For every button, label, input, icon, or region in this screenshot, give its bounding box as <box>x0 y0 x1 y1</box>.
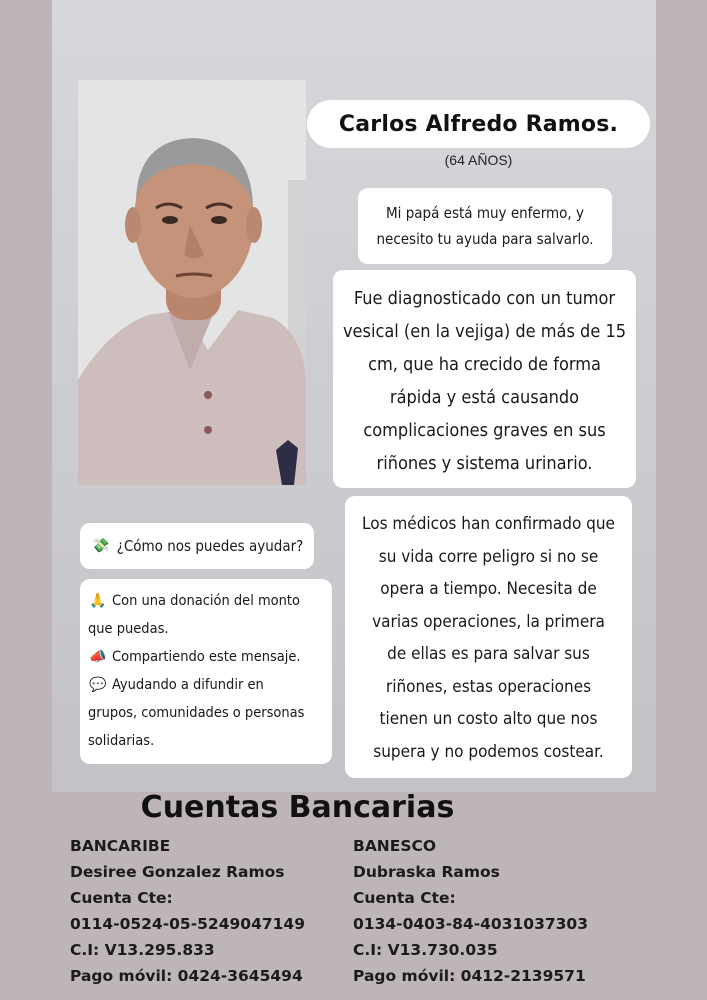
text-line: cm, que ha crecido de forma <box>368 354 601 375</box>
speech-bubble-icon: 💬 <box>89 677 107 693</box>
text-line: su vida corre peligro si no se <box>378 546 599 567</box>
bank-name: BANCARIBE <box>70 837 171 855</box>
text-line: rápida y está causando <box>389 387 580 408</box>
text-line: necesito tu ayuda para salvarlo. <box>376 230 594 248</box>
mobile-payment: Pago móvil: 0424-3645494 <box>70 967 303 985</box>
doctors-bubble <box>345 496 632 778</box>
text-line: vesical (en la vejiga) de más de 15 <box>342 321 627 342</box>
bank-account-bancaribe <box>70 833 305 989</box>
bank-name: BANESCO <box>353 837 437 855</box>
megaphone-icon: 📣 <box>89 649 107 665</box>
money-icon: 💸 <box>91 538 110 554</box>
help-item-text: grupos, comunidades o personas <box>88 705 305 721</box>
text-line: tienen un costo alto que nos <box>379 709 598 729</box>
account-label: Cuenta Cte: <box>70 889 173 907</box>
account-number: 0134-0403-84-4031037303 <box>353 915 588 933</box>
text-line: complicaciones graves en sus <box>363 420 606 441</box>
diagnosis-bubble <box>333 270 636 488</box>
text-line: riñones y sistema urinario. <box>376 453 593 474</box>
portrait-photo <box>78 80 306 485</box>
text-line: Fue diagnosticado con un tumor <box>353 288 616 309</box>
help-item-text: que puedas. <box>88 621 169 637</box>
help-list-bubble <box>80 579 332 764</box>
patient-name: Carlos Alfredo Ramos. <box>307 100 650 148</box>
help-item-spread-cont2 <box>88 727 332 755</box>
text-line: varias operaciones, la primera <box>372 611 605 632</box>
help-item-text: solidarias. <box>88 733 155 749</box>
help-question-bubble <box>80 523 314 569</box>
help-item-share <box>88 643 332 671</box>
help-question: ¿Cómo nos puedes ayudar? <box>116 537 304 555</box>
mobile-payment: Pago móvil: 0412-2139571 <box>353 967 586 985</box>
help-item-text: Ayudando a difundir en <box>112 677 264 693</box>
text-line: Los médicos han confirmado que <box>362 514 615 534</box>
help-item-spread <box>88 671 332 699</box>
help-item-text: Con una donación del monto <box>112 593 301 609</box>
text-line: opera a tiempo. Necesita de <box>380 579 597 599</box>
account-holder: Desiree Gonzalez Ramos <box>70 863 285 881</box>
man-portrait-image <box>78 80 306 485</box>
text-line: de ellas es para salvar sus <box>387 644 590 664</box>
pray-icon: 🙏 <box>89 593 107 609</box>
help-item-text: Compartiendo este mensaje. <box>112 649 301 665</box>
text-line: supera y no podemos costear. <box>373 741 604 762</box>
account-label: Cuenta Cte: <box>353 889 456 907</box>
account-number: 0114-0524-05-5249047149 <box>70 915 305 933</box>
patient-age: (64 AÑOS) <box>444 152 513 168</box>
accounts-title: Cuentas Bancarias <box>140 790 455 825</box>
bank-account-banesco <box>353 833 588 989</box>
help-item-donation <box>88 587 332 615</box>
help-item-spread-cont <box>88 699 332 727</box>
text-line: Mi papá está muy enfermo, y <box>386 204 584 222</box>
intro-bubble <box>358 188 612 264</box>
text-line: riñones, estas operaciones <box>385 676 592 697</box>
id-number: C.I: V13.730.035 <box>353 941 498 959</box>
help-item-donation-cont <box>88 615 332 643</box>
account-holder: Dubraska Ramos <box>353 863 500 881</box>
id-number: C.I: V13.295.833 <box>70 941 215 959</box>
